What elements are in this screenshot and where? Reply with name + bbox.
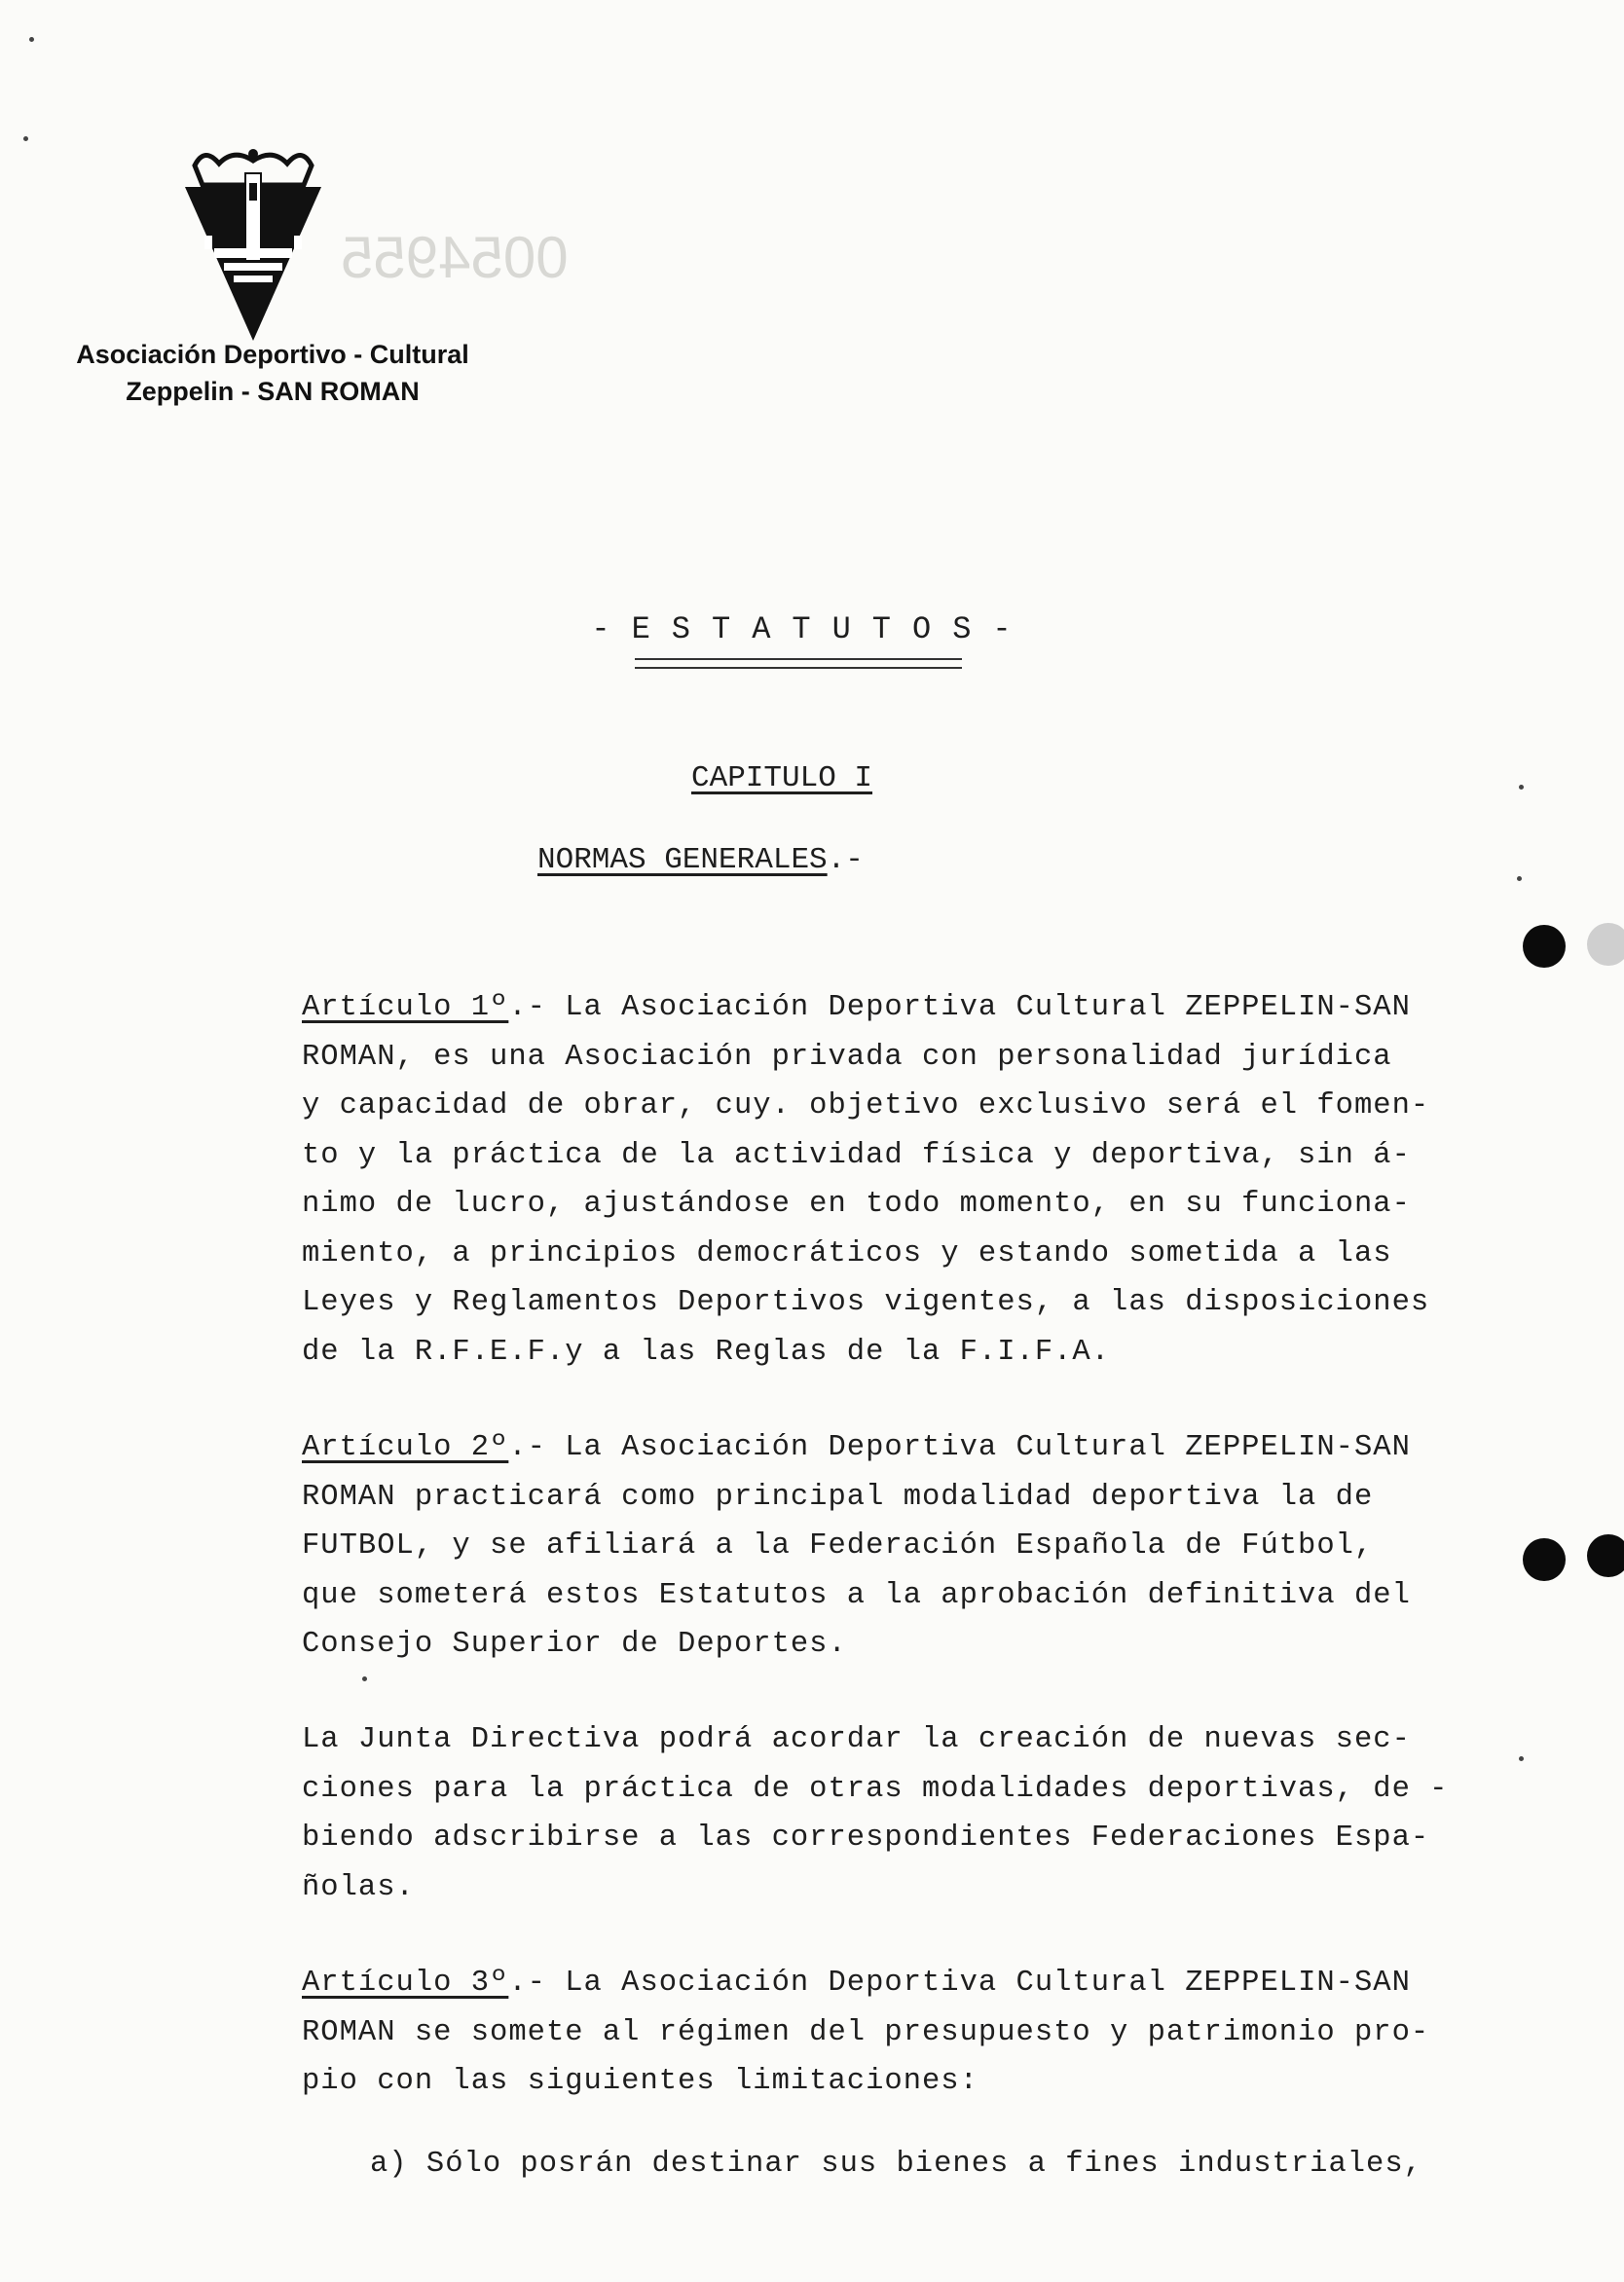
section-heading-text: NORMAS GENERALES	[537, 843, 828, 877]
paper-speck	[362, 1676, 367, 1681]
paragraph-line: Leyes y Reglamentos Deportivos vigentes, a las disposiciones	[302, 1286, 1430, 1319]
club-crest-logo	[185, 146, 321, 341]
paragraph-line: de la R.F.E.F.y a las Reglas de la F.I.F.A.	[302, 1335, 1111, 1369]
paragraph-line: to y la práctica de la actividad física y deportiva, sin á-	[302, 1138, 1411, 1172]
punch-hole	[1587, 1534, 1624, 1577]
paragraph-line: Consejo Superior de Deportes.	[302, 1628, 847, 1661]
paragraph-line: a) Sólo posrán destinar sus bienes a fines industriales,	[370, 2148, 1422, 2181]
list-item-a	[370, 2140, 1568, 2190]
paragraph-line: que someterá estos Estatutos a la aprobación definitiva del	[302, 1578, 1411, 1612]
paragraph-line: Artículo 3º.- La Asociación Deportiva Cultural ZEPPELIN-SAN	[302, 1967, 1411, 2000]
paragraph-line: pio con las siguientes limitaciones:	[302, 2065, 978, 2098]
org-name-line1: Asociación Deportivo - Cultural	[76, 340, 469, 369]
chapter-heading: CAPITULO I	[691, 761, 873, 795]
article-2	[302, 1423, 1499, 1670]
paper-speck	[23, 136, 28, 141]
article-1-heading: Artículo 1º	[302, 991, 509, 1024]
paragraph-line: ROMAN se somete al régimen del presupuesto y patrimonio pro-	[302, 2015, 1430, 2049]
paper-speck	[1519, 785, 1524, 790]
article-1	[302, 983, 1499, 1377]
punch-hole-shadow	[1587, 923, 1624, 966]
article-3	[302, 1959, 1499, 2107]
paper-speck	[1519, 1756, 1524, 1761]
junta-paragraph	[302, 1715, 1499, 1912]
paragraph-line: Artículo 1º.- La Asociación Deportiva Cultural ZEPPELIN-SAN	[302, 991, 1411, 1024]
paragraph-line: La Junta Directiva podrá acordar la creación de nuevas sec-	[302, 1723, 1411, 1756]
paper-speck	[1517, 876, 1522, 881]
article-3-heading: Artículo 3º	[302, 1967, 509, 2000]
org-name-line2: Zeppelin - SAN ROMAN	[126, 377, 420, 406]
punch-hole	[1523, 1538, 1566, 1581]
article-2-heading: Artículo 2º	[302, 1431, 509, 1464]
section-heading-suffix: .-	[827, 843, 864, 877]
paper-speck	[29, 37, 34, 42]
paragraph-line: Artículo 2º.- La Asociación Deportiva Cultural ZEPPELIN-SAN	[302, 1431, 1411, 1464]
paragraph-line: y capacidad de obrar, cuy. objetivo exclusivo será el fomen-	[302, 1089, 1430, 1123]
section-heading	[537, 843, 864, 877]
paragraph-line: biendo adscribirse a las correspondientes Federaciones Espa-	[302, 1822, 1430, 1855]
bleed-through-stamp: 0054955	[341, 225, 569, 290]
paragraph-line: ROMAN practicará como principal modalidad deportiva la de	[302, 1480, 1374, 1514]
document-title: -ESTATUTOS-	[591, 611, 1033, 647]
paragraph-line: ciones para la práctica de otras modalidades deportivas, de -	[302, 1772, 1449, 1806]
paragraph-line: nimo de lucro, ajustándose en todo momento, en su funciona-	[302, 1188, 1411, 1221]
punch-hole	[1523, 925, 1566, 968]
paragraph-line: FUTBOL, y se afiliará a la Federación Española de Fútbol,	[302, 1529, 1374, 1563]
paragraph-line: miento, a principios democráticos y estando sometida a las	[302, 1236, 1392, 1270]
paragraph-line: ROMAN, es una Asociación privada con personalidad jurídica	[302, 1040, 1392, 1074]
organization-name	[39, 336, 506, 410]
paragraph-line: ñolas.	[302, 1870, 415, 1904]
title-double-underline	[635, 658, 962, 669]
